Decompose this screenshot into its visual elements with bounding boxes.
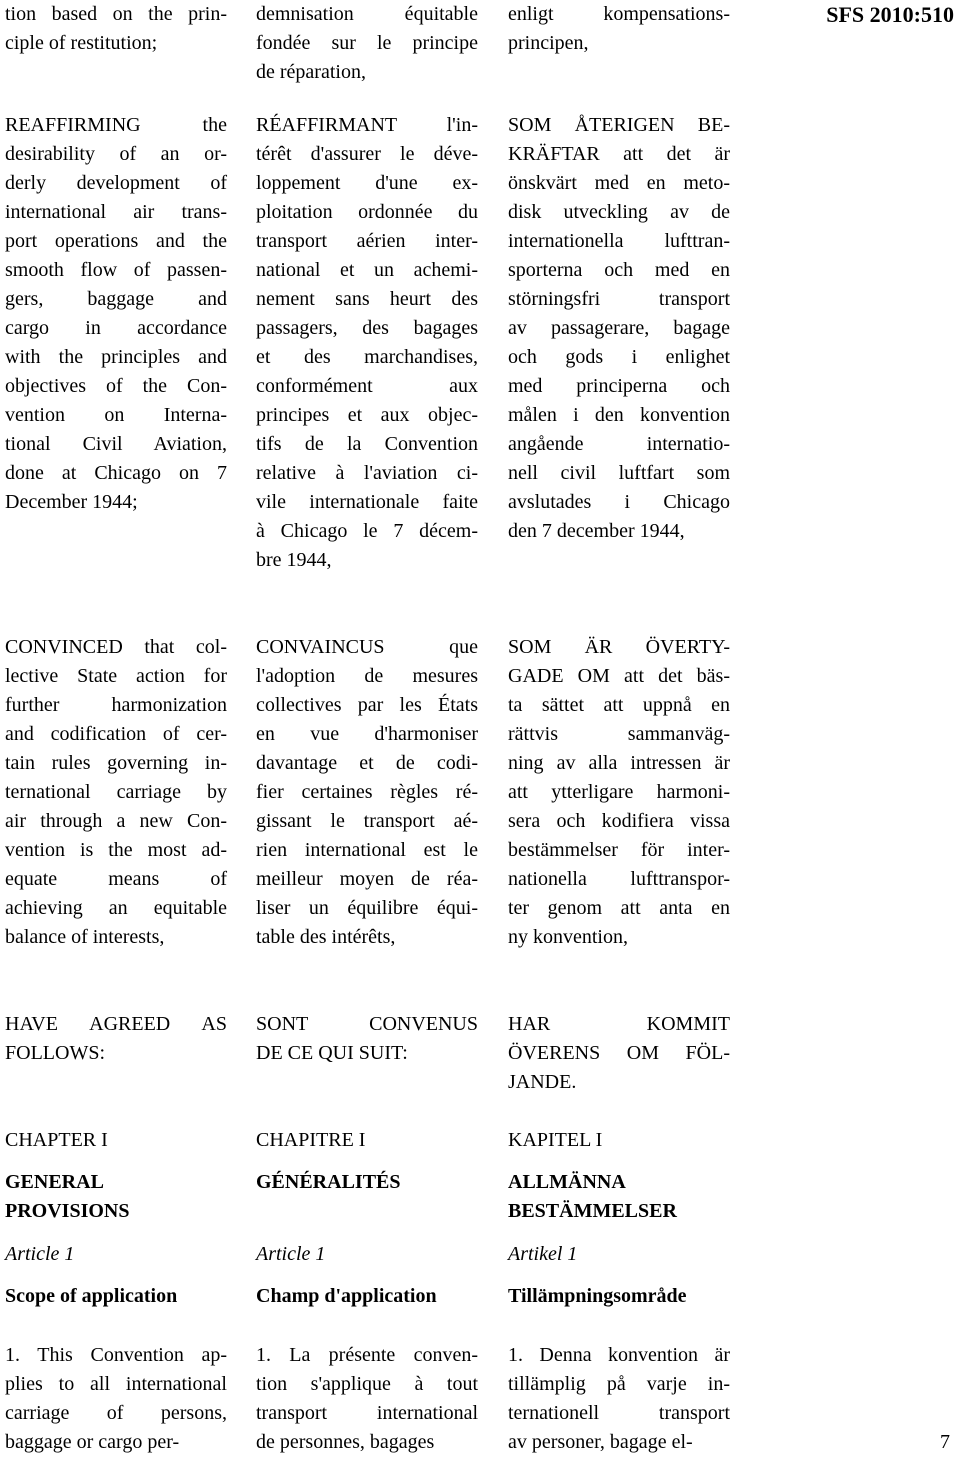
text-line: 1. This Convention ap- [5,1344,227,1366]
text-line: ny konvention, [508,926,628,948]
paragraph-article-1 [5,1341,227,1457]
text-line: bre 1944, [256,549,332,571]
text-line: internationella lufttran- [508,230,730,252]
text-line: HAR KOMMIT [508,1013,730,1035]
paragraph-convinced [5,633,227,952]
text-line: vention on Interna- [5,404,227,426]
text-line: bestämmelser för inter- [508,839,730,861]
text-line: cargo in accordance [5,317,227,339]
text-line: ter genom att anta en [508,897,730,919]
text-line: lective State action for [5,665,227,687]
text-line: den 7 december 1944, [508,520,685,542]
text-line: de réparation, [256,61,366,83]
text-line: transport international [256,1402,478,1424]
paragraph-top [508,0,730,58]
text-line: CONVINCED that col- [5,636,227,658]
text-line: Artikel 1 [508,1243,578,1265]
text-line: plies to all international [5,1373,227,1395]
article-label [5,1240,227,1269]
article-label [508,1240,730,1269]
text-line: loppement d'une ex- [256,172,478,194]
text-line: disk utveckling av de [508,201,730,223]
text-line: sporterna och med en [508,259,730,281]
text-line: SONT CONVENUS [256,1013,478,1035]
text-line: JANDE. [508,1071,577,1093]
text-line: national et un achemi- [256,259,478,281]
paragraph-reaffirming [256,111,478,575]
text-line: transport aérien inter- [256,230,478,252]
text-line: HAVE AGREED AS [5,1013,227,1035]
text-line: relative à l'aviation ci- [256,462,478,484]
text-line: ta sättet att uppnå en [508,694,730,716]
text-line: avslutades i Chicago [508,491,730,513]
text-line: nement sans heurt des [256,288,478,310]
text-line: objectives of the Con- [5,375,227,397]
text-line: ternationell transport [508,1402,730,1424]
text-line: davantage et de codi- [256,752,478,774]
text-line: GENERAL [5,1171,104,1193]
text-line: gers, baggage and [5,288,227,310]
article-title [256,1282,478,1311]
paragraph-article-1 [508,1341,730,1457]
text-line: tion based on the prin- [5,3,227,25]
paragraph-agreed [508,1010,730,1097]
text-line: térêt d'assurer le déve- [256,143,478,165]
text-line: à Chicago le 7 décem- [256,520,478,542]
text-line: RÉAFFIRMANT l'in- [256,114,478,136]
chapter-title [256,1168,478,1197]
text-line: air through a new Con- [5,810,227,832]
text-line: och gods i enlighet [508,346,730,368]
text-line: med principerna och [508,375,730,397]
text-line: vention is the most ad- [5,839,227,861]
paragraph-reaffirming [508,111,730,546]
text-line: ÖVERENS OM FÖL- [508,1042,730,1064]
text-line: FOLLOWS: [5,1042,105,1064]
text-line: derly development of [5,172,227,194]
paragraph-agreed [256,1010,478,1068]
text-line: Article 1 [256,1243,326,1265]
text-line: desirability of an or- [5,143,227,165]
text-line: av passagerare, bagage [508,317,730,339]
text-line: meilleur moyen de réa- [256,868,478,890]
text-line: tain rules governing in- [5,752,227,774]
text-line: rättvis sammanväg- [508,723,730,745]
text-line: vile internationale faite [256,491,478,513]
text-line: CONVAINCUS que [256,636,478,658]
text-line: KAPITEL I [508,1129,603,1151]
text-line: CHAPTER I [5,1129,108,1151]
text-line: att ytterligare harmoni- [508,781,730,803]
text-line: BESTÄMMELSER [508,1200,677,1222]
text-line: nell civil luftfart som [508,462,730,484]
text-line: smooth flow of passen- [5,259,227,281]
article-title [508,1282,730,1311]
text-line: de personnes, bagages [256,1431,435,1453]
text-line: målen i den konvention [508,404,730,426]
paragraph-article-1 [256,1341,478,1457]
text-line: Article 1 [5,1243,75,1265]
paragraph-convinced [256,633,478,952]
text-line: önskvärt med en meto- [508,172,730,194]
text-line: störningsfri transport [508,288,730,310]
text-line: gissant le transport aé- [256,810,478,832]
paragraph-convinced [508,633,730,952]
paragraph-top [5,0,227,58]
text-line: GADE OM att det bäs- [508,665,730,687]
article-label [256,1240,478,1269]
text-line: liser un équilibre équi- [256,897,478,919]
text-line: 1. La présente conven- [256,1344,478,1366]
text-line: collectives par les États [256,694,478,716]
text-line: en vue d'harmoniser [256,723,478,745]
text-line: tion s'applique à tout [256,1373,478,1395]
text-line: and codification of cer- [5,723,227,745]
text-line: nationella lufttranspor- [508,868,730,890]
text-line: demnisation équitable [256,3,478,25]
chapter-label [256,1126,478,1155]
text-line: passagers, des bagages [256,317,478,339]
text-line: ternational carriage by [5,781,227,803]
text-line: 1. Denna konvention är [508,1344,730,1366]
text-line: further harmonization [5,694,227,716]
text-line: SOM ÄR ÖVERTY- [508,636,730,658]
text-line: rien international est le [256,839,478,861]
chapter-label [5,1126,227,1155]
paragraph-agreed [5,1010,227,1068]
sfs-reference: SFS 2010:510 [826,2,954,27]
chapter-label [508,1126,730,1155]
text-line: achieving an equitable [5,897,227,919]
text-line: December 1944; [5,491,138,513]
text-line: sera och kodifiera vissa [508,810,730,832]
text-line: KRÄFTAR att det är [508,143,730,165]
text-line: ALLMÄNNA [508,1171,626,1193]
text-line: fondée sur le principe [256,32,478,54]
text-line: principen, [508,32,589,54]
text-line: GÉNÉRALITÉS [256,1171,401,1193]
text-line: ning av alla intressen är [508,752,730,774]
text-line: Tillämpningsområde [508,1285,687,1307]
text-line: REAFFIRMING the [5,114,227,136]
page-number: 7 [940,1431,950,1453]
text-line: baggage or cargo per- [5,1431,180,1453]
text-line: port operations and the [5,230,227,252]
text-line: av personer, bagage el- [508,1431,693,1453]
text-line: fier certaines règles ré- [256,781,478,803]
text-line: DE CE QUI SUIT: [256,1042,408,1064]
article-title [5,1282,227,1311]
text-line: angående internatio- [508,433,730,455]
text-line: carriage of persons, [5,1402,227,1424]
chapter-title [508,1168,730,1226]
text-line: with the principles and [5,346,227,368]
text-line: l'adoption de mesures [256,665,478,687]
paragraph-reaffirming [5,111,227,517]
text-line: done at Chicago on 7 [5,462,227,484]
text-line: principes et aux objec- [256,404,478,426]
text-line: PROVISIONS [5,1200,130,1222]
text-line: international air trans- [5,201,227,223]
text-line: tillämplig på varje in- [508,1373,730,1395]
text-line: equate means of [5,868,227,890]
text-line: ploitation ordonnée du [256,201,478,223]
text-line: SOM ÅTERIGEN BE- [508,114,730,136]
text-line: Champ d'application [256,1285,437,1307]
text-line: conformément aux [256,375,478,397]
text-line: enligt kompensations- [508,3,730,25]
text-line: tional Civil Aviation, [5,433,227,455]
text-line: ciple of restitution; [5,32,158,54]
text-line: CHAPITRE I [256,1129,366,1151]
text-line: Scope of application [5,1285,178,1307]
text-line: et des marchandises, [256,346,478,368]
text-line: balance of interests, [5,926,165,948]
paragraph-top [256,0,478,87]
chapter-title [5,1168,227,1226]
text-line: table des intérêts, [256,926,396,948]
text-line: tifs de la Convention [256,433,478,455]
